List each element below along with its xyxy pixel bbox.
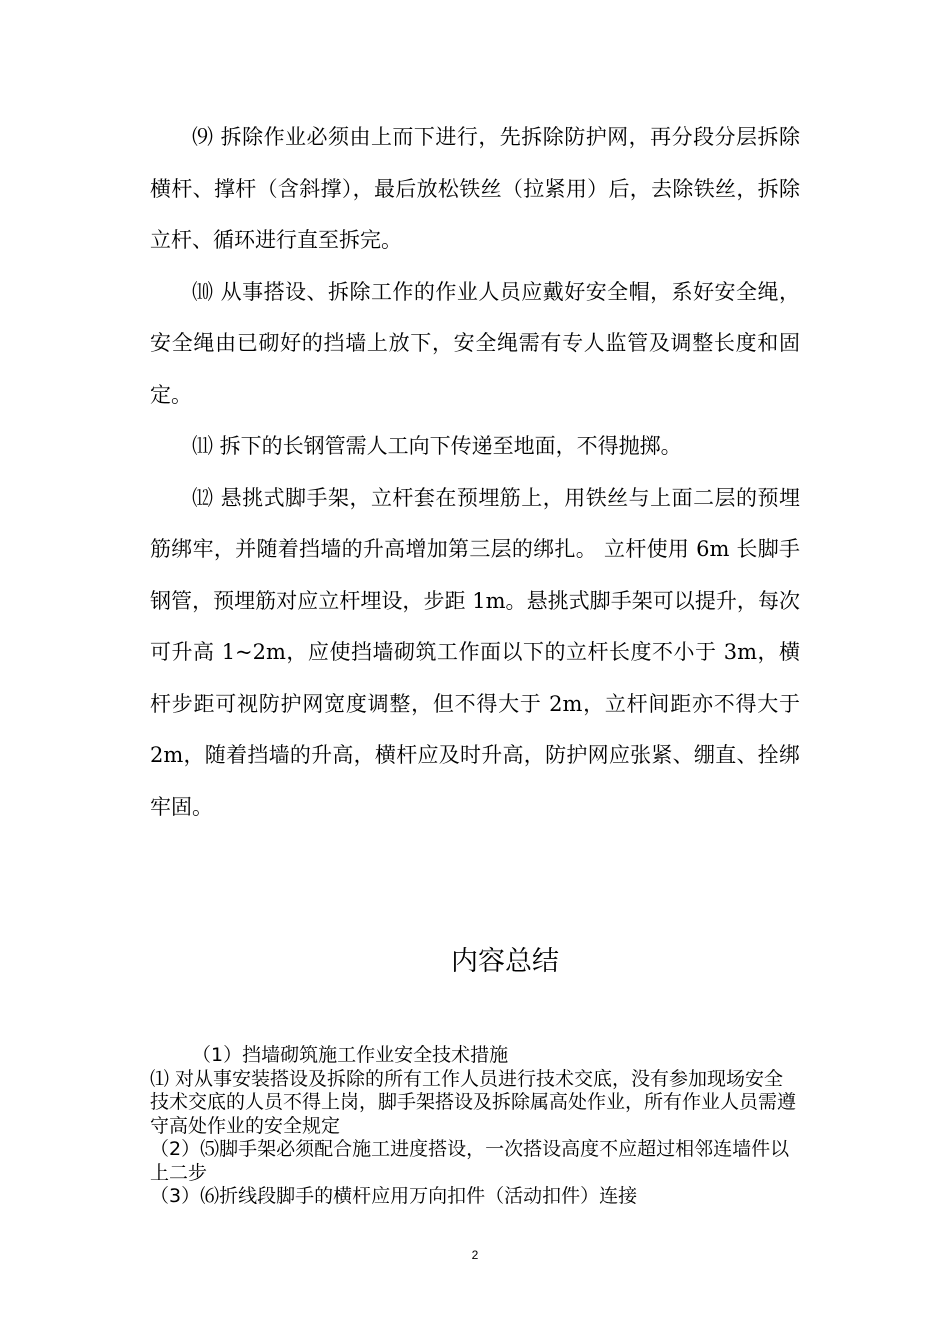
body-text <box>150 112 800 833</box>
summary-item-4: （3）⑹折线段脚手的横杆应用万向扣件（活动扣件）连接 <box>150 1185 638 1207</box>
summary-section <box>150 1044 800 1209</box>
summary-item-3: （2）⑸脚手架必须配合施工进度搭设，一次搭设高度不应超过相邻连墙件以上二步 <box>150 1138 790 1184</box>
paragraph-10: ⑽ 从事搭设、拆除工作的作业人员应戴好安全帽，系好安全绳，安全绳由已砌好的挡墙上放下，安全绳需有专人监管及调整长度和固定。 <box>150 279 800 407</box>
page-number: 2 <box>471 1248 479 1262</box>
paragraph-12: ⑿ 悬挑式脚手架，立杆套在预埋筋上，用铁丝与上面二层的预埋筋绑牢，并随着挡墙的升高增加第三层的绑扎。 立杆使用 6m 长脚手钢管，预埋筋对应立杆埋设，步距 1m。悬挑式脚手架可以提升，每次可升高 1~2m，应使挡墙砌筑工作面以下的立杆长度不小于 3m，横杆步距可视防护网宽度调整，但不得大于 2m，立杆间距亦不得大于 2m，随着挡墙的升高，横杆应及时升高，防护网应张紧、绷直、拴绑牢固。 <box>150 485 800 819</box>
summary-item-2: ⑴ 对从事安装搭设及拆除的所有工作人员进行技术交底，没有参加现场安全技术交底的人员不得上岗，脚手架搭设及拆除属高处作业，所有作业人员需遵守高处作业的安全规定 <box>150 1067 797 1137</box>
summary-item-1: （1）挡墙砌筑施工作业安全技术措施 <box>192 1044 509 1066</box>
summary-title: 内容总结 <box>451 946 559 977</box>
paragraph-11: ⑾ 拆下的长钢管需人工向下传递至地面，不得抛掷。 <box>192 434 682 458</box>
paragraph-9: ⑼ 拆除作业必须由上而下进行，先拆除防护网，再分段分层拆除横杆、撑杆（含斜撑），最后放松铁丝（拉紧用）后，去除铁丝，拆除立杆、循环进行直至拆完。 <box>150 125 800 252</box>
